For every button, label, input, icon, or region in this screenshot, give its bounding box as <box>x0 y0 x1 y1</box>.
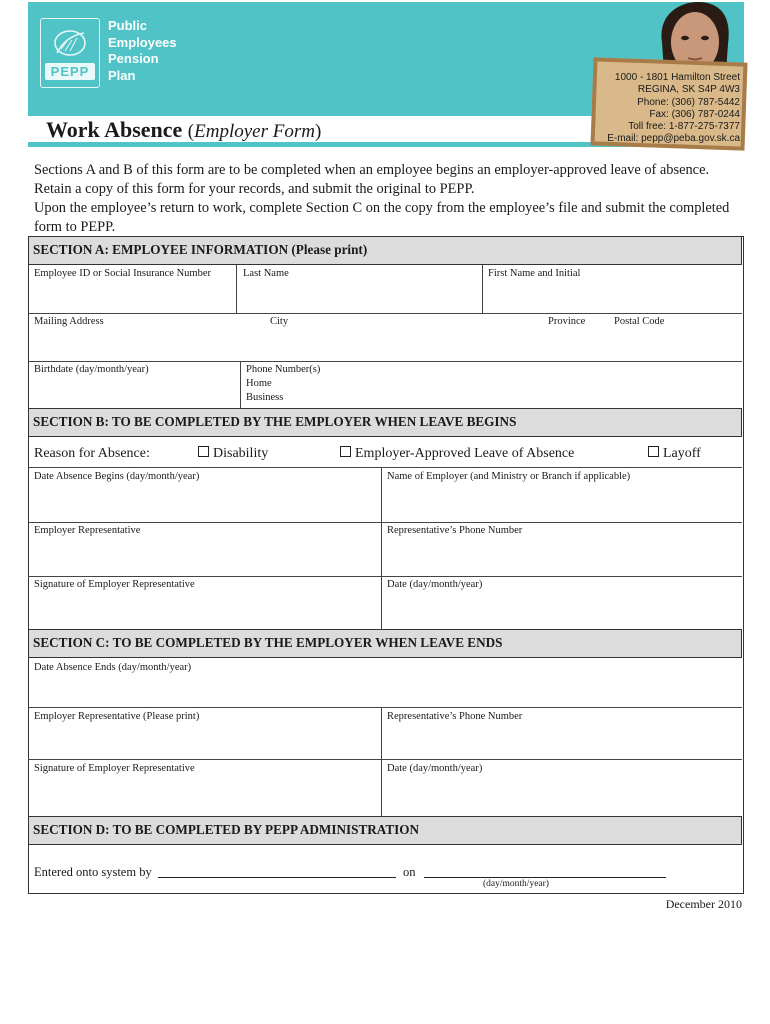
divider <box>28 707 742 708</box>
entered-by-input[interactable] <box>158 877 396 878</box>
divider <box>381 467 382 629</box>
province-field[interactable]: Province <box>548 316 586 327</box>
section-b-heading: SECTION B: TO BE COMPLETED BY THE EMPLOYER WHEN LEAVE BEGINS <box>28 408 742 437</box>
divider <box>482 265 483 313</box>
date-format-hint: (day/month/year) <box>483 879 549 889</box>
checkbox-icon[interactable] <box>198 446 209 457</box>
option-label: Layoff <box>663 446 701 461</box>
divider <box>240 361 241 408</box>
birthdate-field[interactable]: Birthdate (day/month/year) <box>34 364 149 375</box>
divider <box>28 522 742 523</box>
reason-label: Reason for Absence: <box>34 446 150 461</box>
contact-tollfree: Toll free: 1-877-275-7377 <box>628 121 740 133</box>
postal-code-field[interactable]: Postal Code <box>614 316 665 327</box>
divider <box>28 576 742 577</box>
divider <box>28 313 742 314</box>
divider <box>381 707 382 816</box>
leave-option[interactable] <box>340 446 574 462</box>
org-line: Pension <box>108 51 159 66</box>
title-sub <box>188 121 322 142</box>
section-a-heading: SECTION A: EMPLOYEE INFORMATION (Please print) <box>28 236 742 265</box>
contact-city-line: REGINA, SK S4P 4W3 <box>637 84 740 96</box>
section-c-heading: SECTION C: TO BE COMPLETED BY THE EMPLOYER WHEN LEAVE ENDS <box>28 629 742 658</box>
leaf-icon <box>51 27 89 61</box>
employer-name-field[interactable]: Name of Employer (and Ministry or Branch if applicable) <box>387 471 631 482</box>
entry-date-input[interactable] <box>424 877 666 878</box>
divider <box>28 467 742 468</box>
entered-by-label: Entered onto system by <box>34 865 152 879</box>
option-label: Employer-Approved Leave of Absence <box>355 446 575 461</box>
revision-date: December 2010 <box>665 897 742 911</box>
mailing-address-field[interactable]: Mailing Address <box>34 316 104 327</box>
rep-phone-field[interactable]: Representative’s Phone Number <box>387 711 523 722</box>
divider <box>28 759 742 760</box>
rep-phone-field[interactable]: Representative’s Phone Number <box>387 525 523 536</box>
checkbox-icon[interactable] <box>340 446 351 457</box>
contact-email: E-mail: pepp@peba.gov.sk.ca <box>607 133 740 145</box>
date-field[interactable]: Date (day/month/year) <box>387 763 483 774</box>
title-sub-text: Employer Form <box>194 121 315 142</box>
divider <box>28 361 742 362</box>
checkbox-icon[interactable] <box>648 446 659 457</box>
date-ends-field[interactable]: Date Absence Ends (day/month/year) <box>34 662 192 673</box>
contact-phone: Phone: (306) 787-5442 <box>637 96 740 108</box>
phone-numbers-label: Phone Number(s) <box>246 364 321 375</box>
option-label: Disability <box>213 446 269 461</box>
divider <box>236 265 237 313</box>
page-title <box>46 117 321 143</box>
signature-field[interactable]: Signature of Employer Representative <box>34 579 195 590</box>
first-name-field[interactable]: First Name and Initial <box>488 268 581 279</box>
date-field[interactable]: Date (day/month/year) <box>387 579 483 590</box>
signature-field[interactable]: Signature of Employer Representative <box>34 763 195 774</box>
city-field[interactable]: City <box>270 316 289 327</box>
org-line: Plan <box>108 67 136 83</box>
intro-text <box>34 161 734 237</box>
contact-info <box>594 72 740 146</box>
layoff-option[interactable] <box>648 446 701 462</box>
title-main: Work Absence <box>46 117 183 142</box>
contact-fax: Fax: (306) 787-0244 <box>649 108 740 120</box>
intro-paragraph: Sections A and B of this form are to be completed when an employee begins an employer-approved leave of absence. Retain a copy of this form for your records, and submit the original to PEPP. <box>34 162 710 197</box>
logo-text: PEPP <box>45 63 95 80</box>
employer-rep-field[interactable]: Employer Representative <box>34 525 141 536</box>
intro-paragraph: Upon the employee’s return to work, complete Section C on the copy from the employee’s file and submit the completed form to PEPP. <box>34 200 730 235</box>
pepp-logo <box>40 18 100 88</box>
form-frame <box>28 236 744 894</box>
section-d-heading: SECTION D: TO BE COMPLETED BY PEPP ADMINISTRATION <box>28 816 742 845</box>
title-paren: ( <box>187 121 195 142</box>
org-line: Employees <box>108 34 177 50</box>
home-phone-field[interactable]: Home <box>246 378 272 389</box>
employee-id-field[interactable]: Employee ID or Social Insurance Number <box>34 268 211 279</box>
title-paren: ) <box>314 121 322 142</box>
contact-address-line: 1000 - 1801 Hamilton Street <box>614 72 740 83</box>
employer-rep-print-field[interactable]: Employer Representative (Please print) <box>34 711 200 722</box>
organization-name <box>108 18 177 84</box>
org-line: Public <box>108 18 148 33</box>
on-label: on <box>403 865 416 879</box>
disability-option[interactable] <box>198 446 268 462</box>
business-phone-field[interactable]: Business <box>246 392 284 403</box>
date-begins-field[interactable]: Date Absence Begins (day/month/year) <box>34 471 200 482</box>
last-name-field[interactable]: Last Name <box>243 268 289 279</box>
